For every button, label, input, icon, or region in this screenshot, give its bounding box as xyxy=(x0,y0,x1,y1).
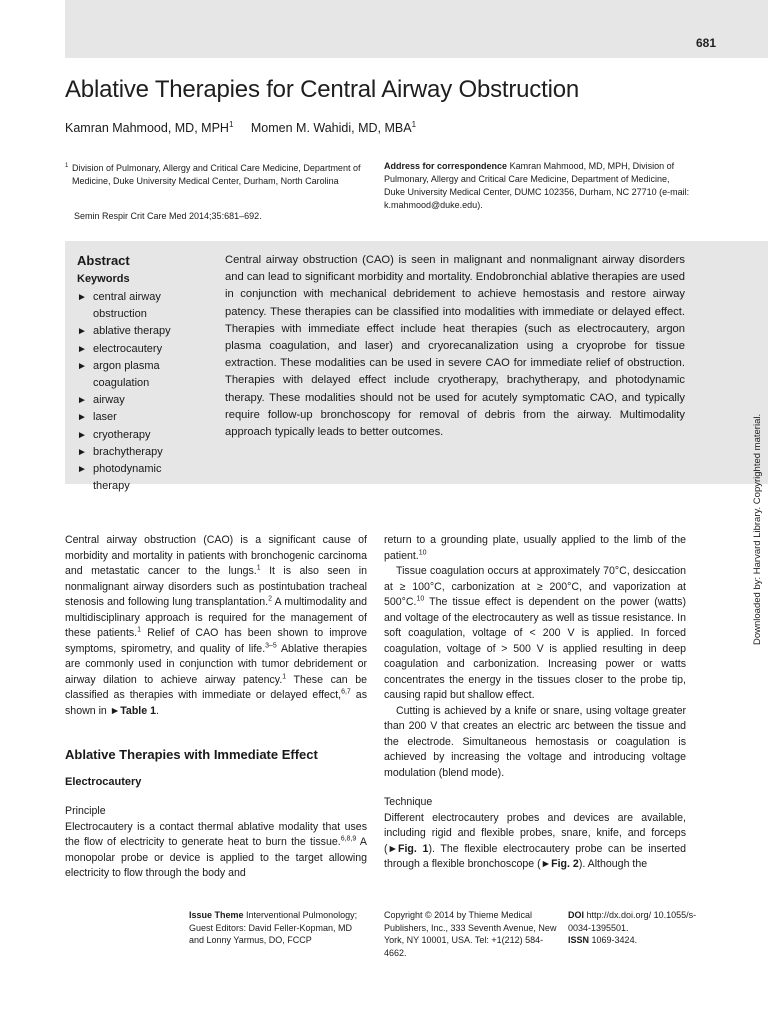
author-name: Momen M. Wahidi, MD, MBA xyxy=(250,121,412,136)
body-paragraph: return to a grounding plate, usually applied to the limb of the patient.$^{10}$ xyxy=(384,534,686,562)
arrow-bullet-icon: ► xyxy=(77,429,87,441)
arrow-bullet-icon: ► xyxy=(77,446,87,458)
body-paragraph: Tissue coagulation occurs at approximately 70°C, desiccation at ≥ 100°C, carbonization at ≥ 200°C, and vaporization at 500°C.$^{10}$ The tissue effect is dependent on the power (watts) and voltage of the electrocautery as well as tissue resistance. In soft coagulation, voltage of < 200 V is applied. In forced coagulation, voltage of > 500 V is applied resulting in deep coagulation and carbonization. Increasing power or watts concentrates the energy in the tissues closer to the probe tip, causing rapid but shallow effect. xyxy=(384,565,686,701)
correspondence xyxy=(384,160,690,212)
section-heading: Ablative Therapies with Immediate Effect xyxy=(65,747,318,762)
abstract-text: Central airway obstruction (CAO) is seen in malignant and nonmalignant airway disorders and can lead to significant morbidity and mortality. Endobronchial ablative therapies are used in conjunction with mechanical debridement to achieve hemostasis and restore airway patency. These therapies can be classified into modalities with immediate or delayed effect. Therapies with immediate effect include heat therapies (such as electrocautery, argon plasma coagulation, and laser) and cryorecanalization using a cryoprobe for tissue extraction. These modalities can be used in severe CAO for immediate relief of obstruction. Therapies with delayed effect include cryotherapy, brachytherapy, and photodynamic therapy. These modalities should not be used for acutely symptomatic CAO, and typically require follow-up bronchoscopy for removal of debris from the airway. Multimodality approach typically leads to better outcomes. xyxy=(225,254,685,439)
keyword-item xyxy=(77,289,197,323)
footer-copyright: Copyright © 2014 by Thieme Medical Publishers, Inc., 333 Seventh Avenue, New York, NY 10001, USA. Tel: +1(212) 584-4662. xyxy=(384,910,557,958)
arrow-bullet-icon: ► xyxy=(77,395,87,407)
keyword-text: central airway obstruction xyxy=(93,291,161,321)
doi-link[interactable]: http://dx.doi.org/ 10.1055/s-0034-1395501. xyxy=(568,910,697,933)
keyword-item xyxy=(77,323,197,340)
keyword-item xyxy=(77,409,197,426)
keyword-item xyxy=(77,358,197,392)
subsection-heading: Electrocautery xyxy=(65,775,142,788)
subsubsection-heading: Technique xyxy=(384,796,433,808)
affiliation xyxy=(65,160,365,188)
left-column xyxy=(65,533,367,882)
keyword-item xyxy=(77,461,197,495)
keyword-item xyxy=(77,341,197,358)
correspondence-label: Address for correspondence xyxy=(384,161,508,171)
table-link[interactable]: ►Table 1 xyxy=(109,704,156,717)
keyword-item xyxy=(77,392,197,409)
abstract-heading: Abstract xyxy=(77,253,130,268)
footer-issue: Issue Theme Interventional Pulmonology; Guest Editors: David Feller-Kopman, MD and Lonny Yarmus, DO, FCCP xyxy=(189,910,358,945)
footer-identifiers: DOI http://dx.doi.org/ 10.1055/s-0034-1395501. ISSN 1069-3424. xyxy=(568,910,697,945)
affiliation-text: Division of Pulmonary, Allergy and Critical Care Medicine, Department of Medicine, Duke University Medical Center, Durham, North Carolina xyxy=(72,163,361,186)
keywords-list xyxy=(77,289,197,495)
technique-paragraph: Different electrocautery probes and devices are available, including rigid and flexible probes, snare, knife, and forceps (►Fig. 1). The flexible electrocautery probe can be inserted through a flexible bronchoscope (►Fig. 2). Although the xyxy=(384,811,686,870)
affiliation-marker: 1 xyxy=(411,120,417,129)
keyword-text: ablative therapy xyxy=(93,325,171,338)
keyword-text: electrocautery xyxy=(93,342,163,355)
affiliation-marker: 1 xyxy=(65,163,69,169)
figure-link[interactable]: ►Fig. 2 xyxy=(540,858,579,870)
body-paragraph: Cutting is achieved by a knife or snare, using voltage greater than 200 V that creates an electric arc between the tissue and the electrode. Simultaneous hemostasis or coagulation is achieved by increasing the voltage and introducing voltage modulation (blend mode). xyxy=(384,704,686,779)
journal-citation: Semin Respir Crit Care Med 2014;35:681–692. xyxy=(74,211,262,221)
affiliation-marker: 1 xyxy=(228,120,234,129)
page-number: 681 xyxy=(695,36,716,50)
principle-paragraph: Electrocautery is a contact thermal ablative modality that uses the flow of electricity to generate heat to burn the tissue.$^{6,8,9}$ A monopolar probe or device is applied to the target allowing electricity to flow through the body and xyxy=(65,820,367,879)
arrow-bullet-icon: ► xyxy=(77,326,87,338)
arrow-bullet-icon: ► xyxy=(77,464,87,476)
keyword-text: laser xyxy=(93,411,117,424)
keyword-text: argon plasma coagulation xyxy=(93,359,160,390)
article-title: Ablative Therapies for Central Airway Obstruction xyxy=(65,76,579,103)
keyword-text: brachytherapy xyxy=(93,445,163,458)
keywords-heading: Keywords xyxy=(77,273,130,285)
arrow-bullet-icon: ► xyxy=(77,292,87,303)
download-notice: Downloaded by: Harvard Library. Copyrighted material. xyxy=(752,413,763,645)
subsubsection-heading: Principle xyxy=(65,805,106,817)
keyword-item xyxy=(77,427,197,444)
figure-link[interactable]: ►Fig. 1 xyxy=(387,842,429,855)
keyword-text: airway xyxy=(93,394,125,407)
author-name: Kamran Mahmood, MD, MPH xyxy=(65,121,229,136)
arrow-bullet-icon: ► xyxy=(77,412,87,424)
keyword-item xyxy=(77,444,197,461)
keyword-text: cryotherapy xyxy=(93,428,151,441)
correspondence-text: Kamran Mahmood, MD, MPH, Division of Pulmonary, Allergy and Critical Care Medicine, Department of Medicine, Duke University Medical Center, DUMC 102356, Durham, NC 27710 (e-mail: k.mahmood@duke.edu). xyxy=(384,161,690,210)
arrow-bullet-icon: ► xyxy=(77,343,87,355)
keyword-text: photodynamic therapy xyxy=(93,463,162,493)
header-band xyxy=(65,0,768,58)
right-column xyxy=(384,533,686,873)
intro-paragraph: Central airway obstruction (CAO) is a significant cause of morbidity and mortality in patients with bronchogenic carcinoma and metastatic cancer to the lungs.$^1$ It is also seen in nonmalignant airway disorders such as postintubation tracheal stenosis and following lung transplantation.$^2$ A multimodality and multidisciplinary approach is required for the management of these patients.$^1$ Relief of CAO has been shown to improve symptoms, spirometry, and quality of life.$^{3-5}$ Ablative therapies are commonly used in conjunction with tumor debridement or airway dilation to achieve airway patency.$^1$ These can be classified as therapies with immediate or delayed effect,$^{6,7}$ as shown in ►Table 1. xyxy=(65,534,368,717)
arrow-bullet-icon: ► xyxy=(77,360,87,372)
author-list xyxy=(65,120,416,135)
